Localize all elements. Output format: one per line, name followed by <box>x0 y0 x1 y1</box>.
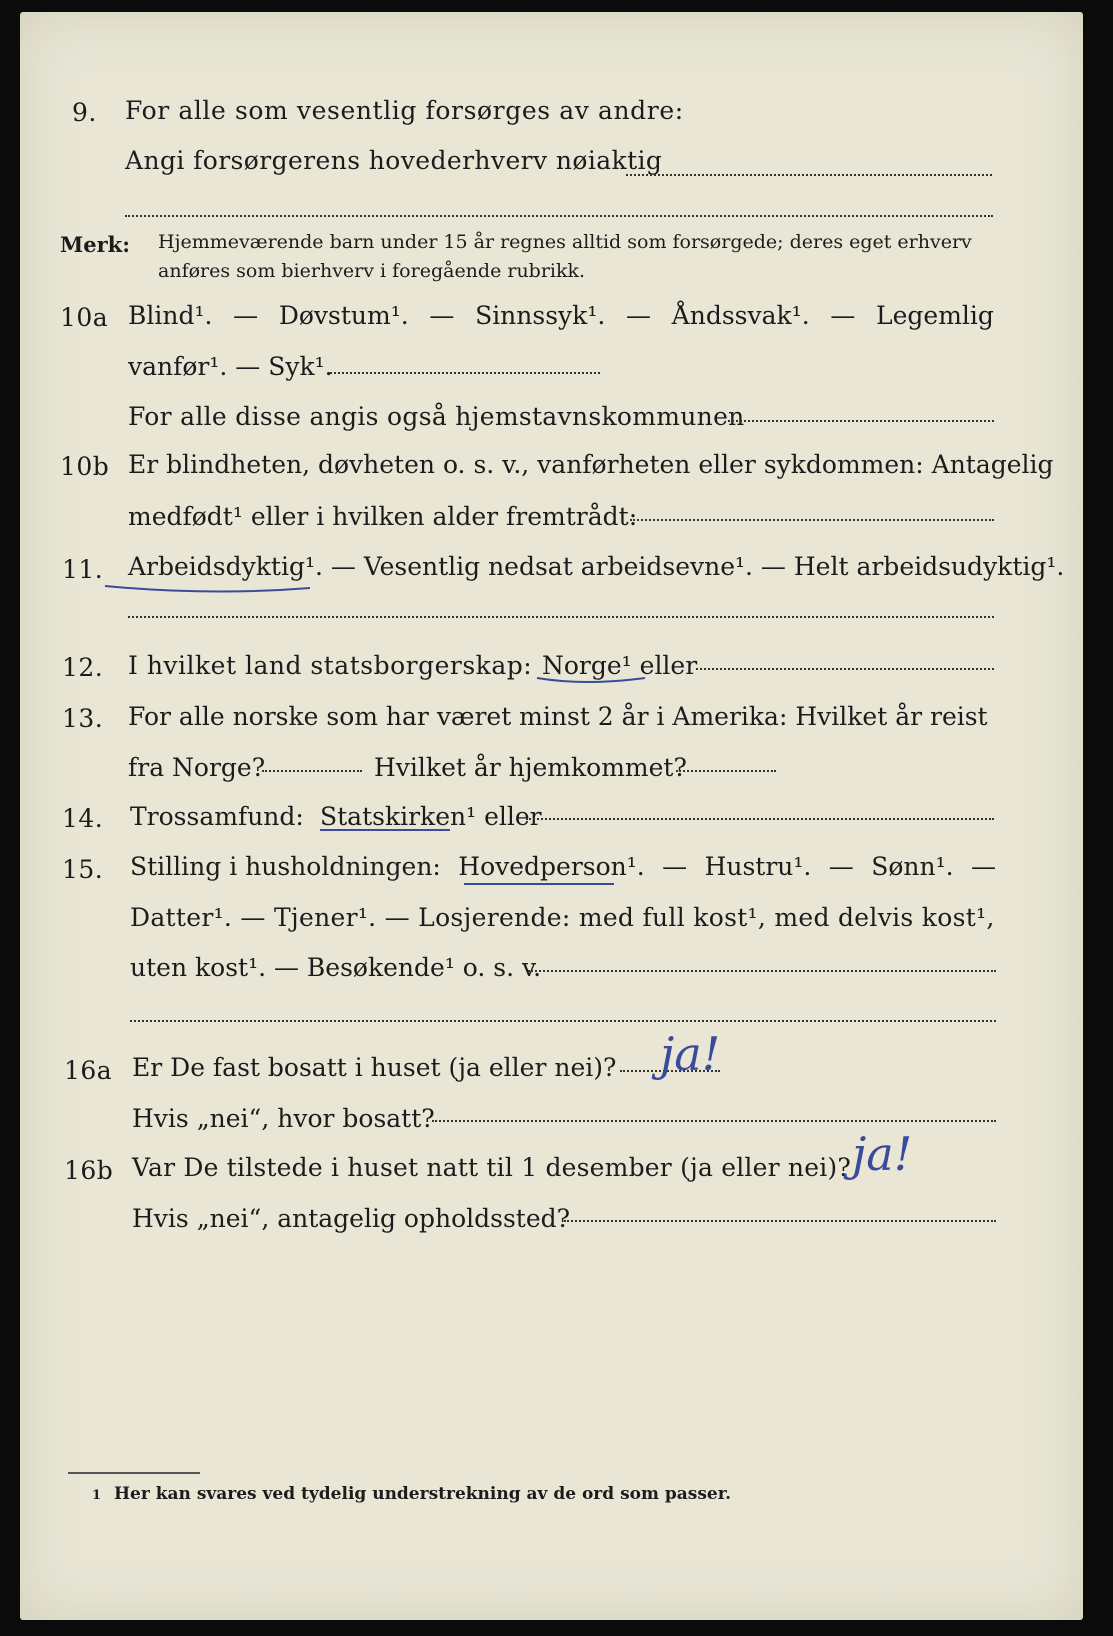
q14-answer-line[interactable] <box>526 818 994 820</box>
q11-line1: Arbeidsdyktig¹. — Vesentlig nedsat arbeidsevne¹. — Helt arbeidsudyktig¹. <box>128 552 1065 581</box>
q10a-dash-3: — <box>625 301 651 330</box>
q10a-dovstum: Døvstum¹. <box>278 301 409 330</box>
q10b-line2: medfødt¹ eller i hvilken alder fremtrådt: <box>128 502 638 531</box>
q15-dash-2: — <box>828 852 854 881</box>
q10b-number: 10b <box>60 452 110 481</box>
footnote-rule <box>68 1472 200 1474</box>
merk-label: Merk: <box>60 232 130 257</box>
q10a-blind: Blind¹. <box>128 301 213 330</box>
q15-dash-1: — <box>662 852 688 881</box>
q10b-line1: Er blindheten, døvheten o. s. v., vanførheten eller sykdommen: Antagelig <box>128 450 1054 479</box>
q12-answer-line[interactable] <box>696 668 994 670</box>
q15-stilling: Stilling i husholdningen: <box>130 852 441 881</box>
q11-pen-underline <box>100 578 320 598</box>
q10a-legemlig: Legemlig <box>876 301 994 330</box>
q13-number: 13. <box>62 704 104 733</box>
merk-line2: anføres som bierhverv i foregående rubrikk. <box>158 260 586 282</box>
footnote-mark: 1 <box>92 1488 102 1503</box>
q16a-line1: Er De fast bosatt i huset (ja eller nei)? <box>132 1053 617 1082</box>
q14-number: 14. <box>62 804 104 833</box>
q15-hovedperson: Hovedperson¹. <box>458 852 645 881</box>
q16a-number: 16a <box>64 1056 113 1085</box>
q10a-answer-line[interactable] <box>330 372 600 374</box>
q13-hjemkommet-line[interactable] <box>676 770 776 772</box>
q11-answer-line[interactable] <box>128 616 994 618</box>
q16b-line2: Hvis „nei“, antagelig opholdssted? <box>132 1204 571 1233</box>
q13-line2b: Hvilket år hjemkommet? <box>374 753 687 782</box>
q15-hustru: Hustru¹. <box>704 852 812 881</box>
q14-line1b: Statskirken¹ eller <box>320 802 542 831</box>
q12-line1: I hvilket land statsborgerskap: <box>128 651 533 680</box>
q10a-line2: vanfør¹. — Syk¹. <box>128 352 333 381</box>
q16b-opholdssted-line[interactable] <box>564 1220 996 1222</box>
q10a-andssvak: Åndssvak¹. <box>671 301 810 330</box>
q10a-number: 10a <box>60 303 109 332</box>
q9-answer-line-2[interactable] <box>125 215 993 217</box>
q15-number: 15. <box>62 855 104 884</box>
q13-reist-line[interactable] <box>262 770 362 772</box>
q15-line3: uten kost¹. — Besøkende¹ o. s. v. <box>130 953 542 982</box>
q10a-dash-2: — <box>429 301 455 330</box>
q16a-bosatt-line[interactable] <box>432 1120 996 1122</box>
q16a-handwritten-answer: ja! <box>660 1027 721 1081</box>
q9-number: 9. <box>72 98 97 127</box>
q9-line2: Angi forsørgerens hovederhverv nøiaktig <box>125 146 663 175</box>
q10a-dash-1: — <box>233 301 259 330</box>
q16b-line1: Var De tilstede i huset natt til 1 desember (ja eller nei)? <box>132 1153 851 1182</box>
q15-dash-3: — <box>970 852 996 881</box>
q15-line1 <box>130 852 996 881</box>
form-page <box>20 12 1083 1620</box>
q15-line2: Datter¹. — Tjener¹. — Losjerende: med full kost¹, med delvis kost¹, <box>130 903 995 932</box>
q16a-line2: Hvis „nei“, hvor bosatt? <box>132 1104 435 1133</box>
q16b-number: 16b <box>64 1156 114 1185</box>
q10b-answer-line[interactable] <box>630 519 994 521</box>
q12-line1b: Norge¹ eller <box>542 651 698 680</box>
q10a-line1 <box>128 301 994 330</box>
q9-answer-line[interactable] <box>626 174 992 176</box>
q12-number: 12. <box>62 653 104 682</box>
q13-line1: For alle norske som har været minst 2 år i Amerika: Hvilket år reist <box>128 702 988 731</box>
q15-answer-line[interactable] <box>528 970 996 972</box>
q9-line1: For alle som vesentlig forsørges av andre: <box>125 96 684 125</box>
footnote-text: Her kan svares ved tydelig understrekning av de ord som passer. <box>114 1484 732 1504</box>
q10a-dash-4: — <box>830 301 856 330</box>
q10a-hjemstavn-line[interactable] <box>728 420 994 422</box>
q14-pen-underline <box>318 824 458 836</box>
q15-sonn: Sønn¹. <box>871 852 954 881</box>
q15-answer-line-2[interactable] <box>130 1020 996 1022</box>
q10a-sinnssyk: Sinnssyk¹. <box>475 301 606 330</box>
q15-pen-underline <box>462 878 622 890</box>
q16b-handwritten-answer: ja! <box>852 1127 913 1181</box>
q14-line1a: Trossamfund: <box>130 802 304 831</box>
q13-line2a: fra Norge? <box>128 753 266 782</box>
q12-pen-underline <box>535 672 655 688</box>
q11-number: 11. <box>62 555 104 584</box>
q10a-line3: For alle disse angis også hjemstavnskommunen <box>128 402 745 431</box>
merk-line1: Hjemmeværende barn under 15 år regnes alltid som forsørgede; deres eget erhverv <box>158 231 972 253</box>
